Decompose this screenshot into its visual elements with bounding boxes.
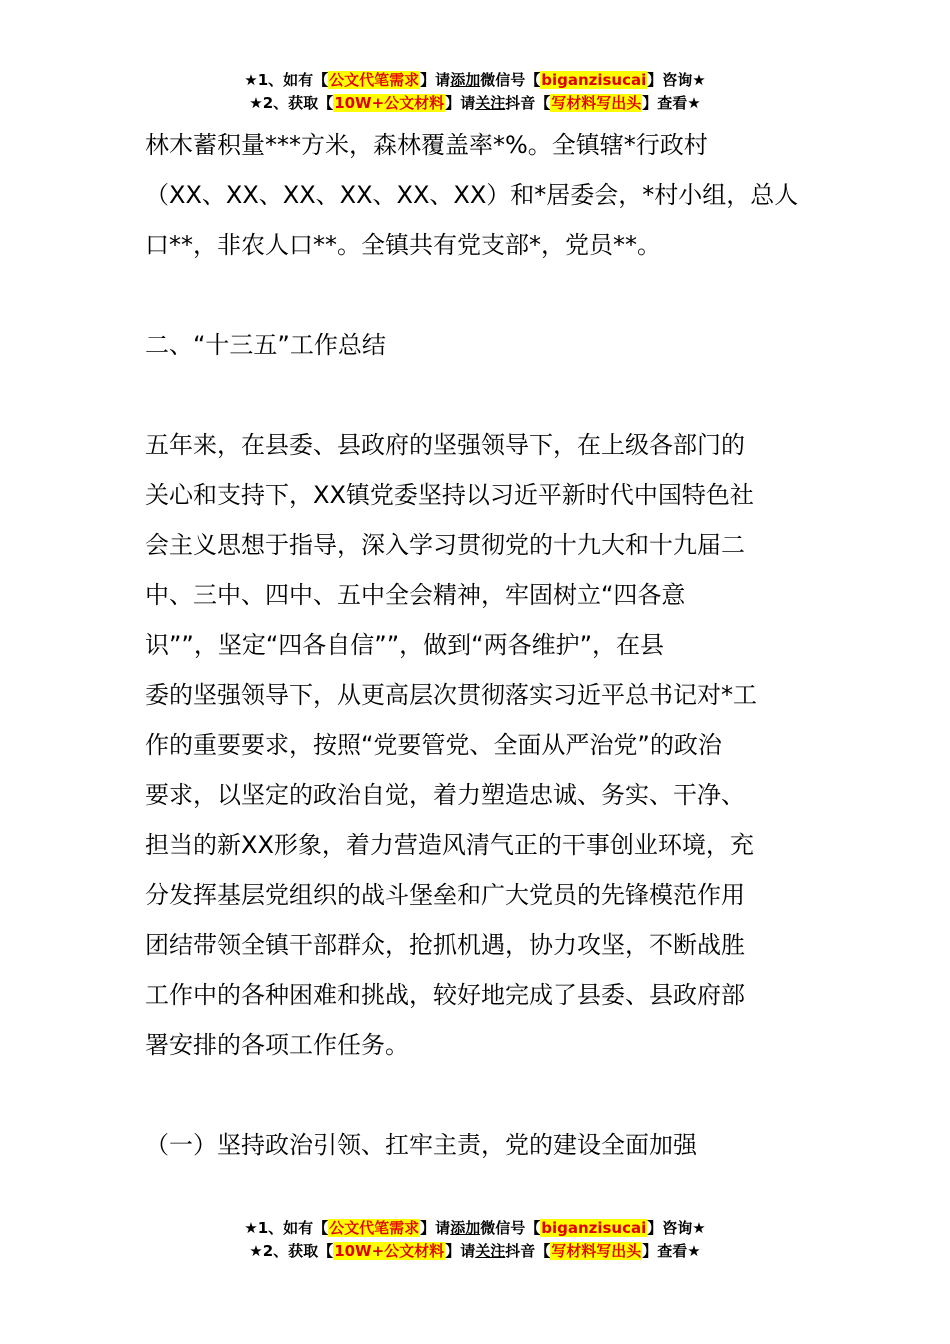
banner-text: 】咨询★	[647, 71, 706, 89]
text-line: 署安排的各项工作任务。	[145, 1031, 409, 1059]
highlight-service: 公文代笔需求	[329, 1219, 420, 1237]
header-banner	[0, 69, 950, 115]
emphasis-text: 添加	[450, 1219, 481, 1237]
text-line: 团结带领全镇干部群众，抢抓机遇，协力攻坚，不断战胜	[145, 931, 745, 959]
emphasis-text: 添加	[450, 71, 481, 89]
highlight-douyin-account: 写材料写出头	[551, 94, 642, 112]
paragraph-spacer	[145, 1070, 810, 1120]
highlight-materials: 10W+公文材料	[334, 1242, 445, 1260]
section-heading	[145, 320, 810, 370]
text-line: 工作中的各种困难和挑战，较好地完成了县委、县政府部	[145, 981, 745, 1009]
subheading-text: （一）坚持政治引领、扛牢主责，党的建设全面加强	[145, 1131, 697, 1159]
text-line: 五年来，在县委、县政府的坚强领导下，在上级各部门的	[145, 431, 745, 459]
banner-line-1	[0, 69, 950, 92]
banner-text: 】请	[445, 1242, 476, 1260]
banner-line-1	[0, 1217, 950, 1240]
banner-line-2	[0, 1240, 950, 1263]
banner-text: ★2、获取【	[249, 94, 334, 112]
intro-paragraph	[145, 120, 810, 270]
banner-text: 】请	[445, 94, 476, 112]
banner-text: ★1、如有【	[244, 71, 329, 89]
banner-text: ★2、获取【	[249, 1242, 334, 1260]
text-line: 关心和支持下，XX镇党委坚持以习近平新时代中国特色社	[145, 481, 754, 509]
text-line: 作的重要要求，按照“党要管党、全面从严治党”的政治	[145, 731, 722, 759]
summary-paragraph	[145, 420, 810, 1070]
text-line: 识””，坚定“四各自信””，做到“两各维护”，在县	[145, 631, 665, 659]
text-line: 中、三中、四中、五中全会精神，牢固树立“四各意	[145, 581, 686, 609]
footer-banner	[0, 1217, 950, 1263]
text-line: 委的坚强领导下，从更高层次贯彻落实习近平总书记对*工	[145, 681, 757, 709]
banner-text: 抖音【	[505, 94, 551, 112]
emphasis-text: 关注	[475, 94, 506, 112]
text-line: 分发挥基层党组织的战斗堡垒和广大党员的先锋模范作用	[145, 881, 745, 909]
text-line: 担当的新XX形象，着力营造风清气正的干事创业环境，充	[145, 831, 754, 859]
banner-text: 微信号【	[480, 1219, 541, 1237]
banner-text: 】查看★	[642, 1242, 701, 1260]
highlight-wechat-id: biganzisucai	[541, 1219, 647, 1237]
banner-text: 】请	[420, 71, 451, 89]
paragraph-spacer	[145, 370, 810, 420]
banner-text: ★1、如有【	[244, 1219, 329, 1237]
banner-text: 】咨询★	[647, 1219, 706, 1237]
highlight-service: 公文代笔需求	[329, 71, 420, 89]
paragraph-spacer	[145, 270, 810, 320]
highlight-douyin-account: 写材料写出头	[551, 1242, 642, 1260]
subsection-heading	[145, 1120, 810, 1170]
text-line: （XX、XX、XX、XX、XX、XX）和*居委会，*村小组，总人	[145, 181, 799, 209]
banner-text: 微信号【	[480, 71, 541, 89]
highlight-wechat-id: biganzisucai	[541, 71, 647, 89]
emphasis-text: 关注	[475, 1242, 506, 1260]
heading-text: 二、“十三五”工作总结	[145, 331, 386, 359]
banner-line-2	[0, 92, 950, 115]
banner-text: 】请	[420, 1219, 451, 1237]
text-line: 林木蓄积量***方米，森林覆盖率*%。全镇辖*行政村	[145, 131, 708, 159]
banner-text: 抖音【	[505, 1242, 551, 1260]
highlight-materials: 10W+公文材料	[334, 94, 445, 112]
banner-text: 】查看★	[642, 94, 701, 112]
text-line: 会主义思想于指导，深入学习贯彻党的十九大和十九届二	[145, 531, 745, 559]
text-line: 口**，非农人口**。全镇共有党支部*，党员**。	[145, 231, 661, 259]
document-body	[145, 120, 810, 1170]
text-line: 要求，以坚定的政治自觉，着力塑造忠诚、务实、干净、	[145, 781, 745, 809]
